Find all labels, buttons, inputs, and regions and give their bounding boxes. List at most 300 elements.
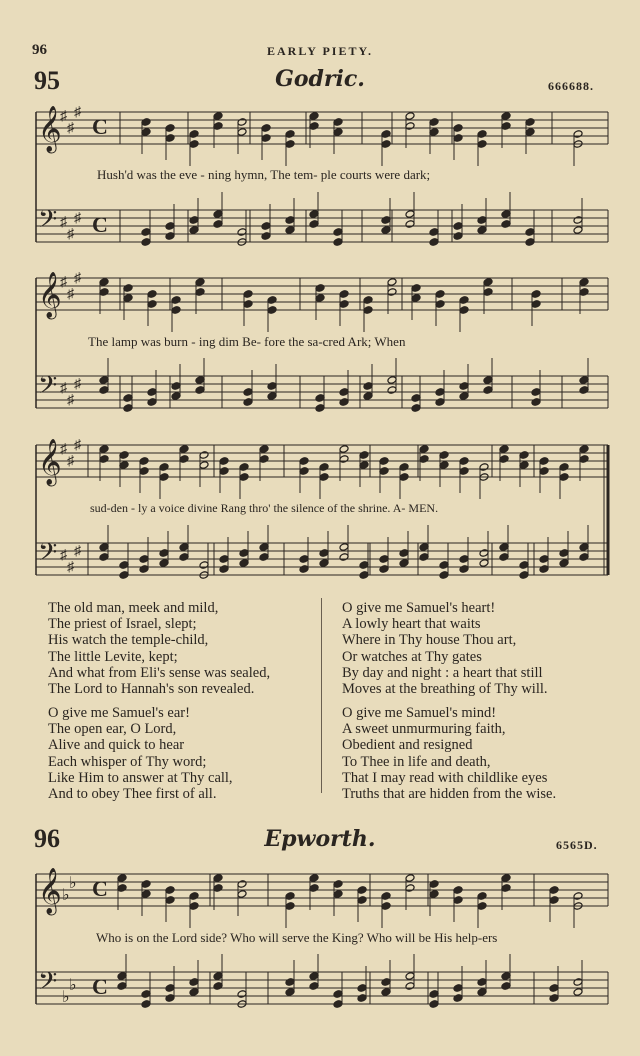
note-head bbox=[453, 994, 463, 1003]
note-head bbox=[165, 896, 175, 905]
note-head bbox=[239, 559, 249, 568]
note-head bbox=[99, 386, 109, 395]
note-head bbox=[405, 982, 415, 991]
note-head bbox=[411, 294, 421, 303]
note-head bbox=[189, 140, 199, 149]
note-head bbox=[477, 988, 487, 997]
note-head bbox=[453, 886, 463, 895]
note-head bbox=[501, 982, 511, 991]
page-number: 96 bbox=[32, 42, 47, 58]
note-head bbox=[459, 382, 469, 391]
note-head bbox=[285, 226, 295, 235]
note-head bbox=[499, 445, 509, 454]
note-head bbox=[479, 463, 489, 472]
note-head bbox=[399, 463, 409, 472]
note-head bbox=[171, 306, 181, 315]
note-head bbox=[579, 376, 589, 385]
note-head bbox=[219, 457, 229, 466]
note-head bbox=[501, 112, 511, 121]
sharp-sign: ♯ bbox=[60, 548, 67, 563]
note-head bbox=[99, 288, 109, 297]
note-head bbox=[237, 990, 247, 999]
note-head bbox=[213, 210, 223, 219]
note-head bbox=[579, 278, 589, 287]
note-head bbox=[267, 296, 277, 305]
note-head bbox=[333, 238, 343, 247]
sharp-sign: ♯ bbox=[67, 560, 74, 575]
note-head bbox=[399, 473, 409, 482]
note-head bbox=[165, 232, 175, 241]
sharp-sign: ♯ bbox=[60, 442, 67, 457]
note-head bbox=[453, 984, 463, 993]
note-head bbox=[501, 210, 511, 219]
note-head bbox=[411, 404, 421, 413]
note-head bbox=[261, 124, 271, 133]
hymn-96-number: 96 bbox=[34, 824, 60, 853]
note-head bbox=[165, 222, 175, 231]
treble-clef: 𝄞 bbox=[38, 106, 62, 152]
note-head bbox=[381, 216, 391, 225]
note-head bbox=[519, 561, 529, 570]
note-head bbox=[267, 306, 277, 315]
note-head bbox=[459, 296, 469, 305]
note-head bbox=[237, 128, 247, 137]
note-head bbox=[159, 559, 169, 568]
note-head bbox=[237, 228, 247, 237]
note-head bbox=[189, 130, 199, 139]
note-head bbox=[333, 890, 343, 899]
note-head bbox=[309, 112, 319, 121]
note-head bbox=[363, 296, 373, 305]
note-head bbox=[499, 455, 509, 464]
note-head bbox=[525, 128, 535, 137]
note-head bbox=[315, 294, 325, 303]
note-head bbox=[439, 461, 449, 470]
treble-clef: 𝄞 bbox=[38, 272, 62, 318]
note-head bbox=[99, 553, 109, 562]
note-head bbox=[381, 140, 391, 149]
hymn-96-meter: 6565D. bbox=[556, 838, 598, 852]
note-head bbox=[477, 130, 487, 139]
note-head bbox=[165, 134, 175, 143]
note-head bbox=[429, 990, 439, 999]
bass-clef: 𝄢 bbox=[38, 538, 58, 573]
note-head bbox=[477, 140, 487, 149]
note-head bbox=[363, 382, 373, 391]
note-head bbox=[309, 220, 319, 229]
note-head bbox=[267, 382, 277, 391]
note-head bbox=[549, 984, 559, 993]
note-head bbox=[315, 394, 325, 403]
note-head bbox=[381, 130, 391, 139]
note-head bbox=[195, 278, 205, 287]
note-head bbox=[411, 284, 421, 293]
note-head bbox=[333, 880, 343, 889]
sharp-sign: ♯ bbox=[60, 275, 67, 290]
note-head bbox=[525, 118, 535, 127]
sharp-sign: ♯ bbox=[74, 211, 81, 226]
note-head bbox=[419, 455, 429, 464]
verse-5: O give me Samuel's mind! A sweet unmurmuring faith, Obedient and resigned To Thee in life and death, That I may read with childlike eyes Truths that are hidden from the wise. bbox=[342, 705, 557, 803]
note-head bbox=[299, 457, 309, 466]
sharp-sign: ♯ bbox=[74, 438, 81, 453]
note-head bbox=[147, 300, 157, 309]
note-head bbox=[319, 463, 329, 472]
note-head bbox=[139, 555, 149, 564]
note-head bbox=[139, 457, 149, 466]
note-head bbox=[195, 376, 205, 385]
note-head bbox=[309, 210, 319, 219]
note-head bbox=[117, 982, 127, 991]
note-head bbox=[285, 892, 295, 901]
flat-sign: ♭ bbox=[62, 989, 70, 1006]
note-head bbox=[159, 463, 169, 472]
hymn-95-number: 95 bbox=[34, 66, 60, 95]
note-head bbox=[573, 978, 583, 987]
note-head bbox=[419, 543, 429, 552]
note-head bbox=[123, 284, 133, 293]
note-head bbox=[435, 398, 445, 407]
note-head bbox=[525, 228, 535, 237]
note-head bbox=[531, 290, 541, 299]
note-head bbox=[243, 398, 253, 407]
note-head bbox=[387, 278, 397, 287]
note-head bbox=[239, 463, 249, 472]
note-head bbox=[243, 388, 253, 397]
note-head bbox=[453, 124, 463, 133]
note-head bbox=[309, 874, 319, 883]
note-head bbox=[439, 571, 449, 580]
section-title: EARLY PIETY. bbox=[266, 44, 374, 58]
note-head bbox=[189, 988, 199, 997]
hymn-95-tune: Godric. bbox=[275, 66, 365, 92]
note-head bbox=[579, 386, 589, 395]
note-head bbox=[381, 978, 391, 987]
note-head bbox=[199, 451, 209, 460]
note-head bbox=[539, 457, 549, 466]
note-head bbox=[213, 982, 223, 991]
note-head bbox=[357, 886, 367, 895]
note-head bbox=[119, 561, 129, 570]
note-head bbox=[299, 467, 309, 476]
note-head bbox=[171, 382, 181, 391]
verse-2: The old man, meek and mild, The priest of Israel, slept; His watch the temple-child, The little Levite, kept; And what from Eli's sense was sealed, The Lord to Hannah's son revealed. bbox=[48, 600, 271, 698]
note-head bbox=[99, 455, 109, 464]
hymn-96-lyric-line-1: Who is on the Lord side? Who will serve the King? Who will be His help-ers bbox=[96, 930, 498, 945]
sharp-sign: ♯ bbox=[67, 121, 74, 136]
note-head bbox=[213, 972, 223, 981]
note-head bbox=[459, 565, 469, 574]
note-head bbox=[357, 994, 367, 1003]
note-head bbox=[459, 467, 469, 476]
note-head bbox=[285, 978, 295, 987]
note-head bbox=[483, 278, 493, 287]
note-head bbox=[237, 880, 247, 889]
note-head bbox=[165, 994, 175, 1003]
note-head bbox=[261, 222, 271, 231]
note-head bbox=[357, 896, 367, 905]
time-signature: C bbox=[92, 212, 108, 237]
note-head bbox=[333, 118, 343, 127]
note-head bbox=[333, 990, 343, 999]
note-head bbox=[285, 216, 295, 225]
note-head bbox=[579, 445, 589, 454]
note-head bbox=[189, 902, 199, 911]
note-head bbox=[531, 398, 541, 407]
note-head bbox=[405, 210, 415, 219]
note-head bbox=[579, 288, 589, 297]
note-head bbox=[501, 122, 511, 131]
note-head bbox=[141, 1000, 151, 1009]
bass-clef: 𝄢 bbox=[38, 371, 58, 406]
note-head bbox=[159, 473, 169, 482]
note-head bbox=[531, 300, 541, 309]
hymn-95-meter: 666688. bbox=[548, 79, 594, 93]
hymn-95-lyric-line-3: sud-den - ly a voice divine Rang thro' the silence of the shrine. A- MEN. bbox=[90, 501, 439, 515]
note-head bbox=[309, 982, 319, 991]
note-head bbox=[387, 288, 397, 297]
note-head bbox=[405, 884, 415, 893]
note-head bbox=[477, 226, 487, 235]
note-head bbox=[141, 890, 151, 899]
note-head bbox=[519, 451, 529, 460]
note-head bbox=[429, 1000, 439, 1009]
sharp-sign: ♯ bbox=[74, 105, 81, 120]
note-head bbox=[381, 226, 391, 235]
sharp-sign: ♯ bbox=[67, 227, 74, 242]
note-head bbox=[333, 228, 343, 237]
note-head bbox=[379, 467, 389, 476]
note-head bbox=[179, 543, 189, 552]
note-head bbox=[339, 455, 349, 464]
note-head bbox=[399, 549, 409, 558]
note-head bbox=[559, 559, 569, 568]
note-head bbox=[405, 112, 415, 121]
note-head bbox=[213, 874, 223, 883]
note-head bbox=[359, 461, 369, 470]
note-head bbox=[477, 902, 487, 911]
note-head bbox=[179, 445, 189, 454]
note-head bbox=[501, 220, 511, 229]
note-head bbox=[339, 553, 349, 562]
note-head bbox=[261, 232, 271, 241]
note-head bbox=[477, 978, 487, 987]
note-head bbox=[439, 561, 449, 570]
note-head bbox=[499, 553, 509, 562]
note-head bbox=[213, 122, 223, 131]
note-head bbox=[119, 571, 129, 580]
note-head bbox=[179, 553, 189, 562]
note-head bbox=[379, 565, 389, 574]
note-head bbox=[579, 455, 589, 464]
note-head bbox=[435, 388, 445, 397]
note-head bbox=[199, 561, 209, 570]
note-head bbox=[483, 288, 493, 297]
note-head bbox=[159, 549, 169, 558]
note-head bbox=[387, 386, 397, 395]
note-head bbox=[579, 543, 589, 552]
time-signature: C bbox=[92, 974, 108, 999]
note-head bbox=[309, 884, 319, 893]
note-head bbox=[179, 455, 189, 464]
note-head bbox=[453, 896, 463, 905]
note-head bbox=[363, 306, 373, 315]
note-head bbox=[199, 461, 209, 470]
note-head bbox=[499, 543, 509, 552]
note-head bbox=[559, 549, 569, 558]
note-head bbox=[99, 543, 109, 552]
note-head bbox=[459, 457, 469, 466]
note-head bbox=[435, 300, 445, 309]
note-head bbox=[453, 134, 463, 143]
note-head bbox=[339, 290, 349, 299]
note-head bbox=[195, 288, 205, 297]
note-head bbox=[429, 128, 439, 137]
note-head bbox=[117, 972, 127, 981]
sharp-sign: ♯ bbox=[67, 454, 74, 469]
note-head bbox=[399, 559, 409, 568]
note-head bbox=[141, 128, 151, 137]
note-head bbox=[359, 451, 369, 460]
note-head bbox=[147, 290, 157, 299]
note-head bbox=[219, 555, 229, 564]
note-head bbox=[549, 896, 559, 905]
note-head bbox=[453, 222, 463, 231]
flat-sign: ♭ bbox=[62, 887, 70, 904]
note-head bbox=[189, 892, 199, 901]
note-head bbox=[357, 984, 367, 993]
note-head bbox=[319, 473, 329, 482]
note-head bbox=[501, 884, 511, 893]
hymn-95-lyric-line-1: Hush'd was the eve - ning hymn, The tem- ple courts were dark; bbox=[97, 167, 431, 182]
note-head bbox=[359, 561, 369, 570]
note-head bbox=[123, 404, 133, 413]
note-head bbox=[189, 226, 199, 235]
note-head bbox=[549, 994, 559, 1003]
note-head bbox=[259, 553, 269, 562]
note-head bbox=[315, 284, 325, 293]
verse-4: O give me Samuel's heart! A lowly heart that waits Where in Thy house Thou art, Or watches at Thy gates By day and night : a heart that still Moves at the breathing of Thy will. bbox=[342, 600, 548, 698]
note-head bbox=[435, 290, 445, 299]
note-head bbox=[123, 294, 133, 303]
note-head bbox=[309, 122, 319, 131]
sharp-sign: ♯ bbox=[67, 393, 74, 408]
note-head bbox=[539, 467, 549, 476]
note-head bbox=[573, 988, 583, 997]
note-head bbox=[387, 376, 397, 385]
note-head bbox=[285, 140, 295, 149]
note-head bbox=[259, 543, 269, 552]
note-head bbox=[165, 124, 175, 133]
note-head bbox=[381, 902, 391, 911]
verse-divider bbox=[321, 598, 322, 793]
note-head bbox=[405, 220, 415, 229]
note-head bbox=[519, 571, 529, 580]
note-head bbox=[333, 1000, 343, 1009]
note-head bbox=[549, 886, 559, 895]
note-head bbox=[139, 565, 149, 574]
bass-clef: 𝄢 bbox=[38, 967, 58, 1002]
note-head bbox=[579, 553, 589, 562]
note-head bbox=[189, 216, 199, 225]
note-head bbox=[573, 226, 583, 235]
note-head bbox=[573, 130, 583, 139]
note-head bbox=[147, 388, 157, 397]
note-head bbox=[239, 549, 249, 558]
note-head bbox=[483, 386, 493, 395]
note-head bbox=[501, 874, 511, 883]
note-head bbox=[259, 455, 269, 464]
treble-clef: 𝄞 bbox=[38, 439, 62, 485]
note-head bbox=[117, 884, 127, 893]
note-head bbox=[381, 988, 391, 997]
note-head bbox=[237, 118, 247, 127]
note-head bbox=[99, 376, 109, 385]
note-head bbox=[379, 457, 389, 466]
note-head bbox=[171, 392, 181, 401]
note-head bbox=[419, 553, 429, 562]
note-head bbox=[165, 886, 175, 895]
hymn-96-tune: Epworth. bbox=[264, 826, 376, 852]
note-head bbox=[237, 890, 247, 899]
time-signature: C bbox=[92, 114, 108, 139]
sharp-sign: ♯ bbox=[60, 215, 67, 230]
note-head bbox=[339, 398, 349, 407]
note-head bbox=[309, 972, 319, 981]
note-head bbox=[243, 290, 253, 299]
sharp-sign: ♯ bbox=[60, 109, 67, 124]
note-head bbox=[139, 467, 149, 476]
note-head bbox=[141, 238, 151, 247]
note-head bbox=[459, 306, 469, 315]
note-head bbox=[213, 220, 223, 229]
note-head bbox=[189, 978, 199, 987]
note-head bbox=[339, 300, 349, 309]
note-head bbox=[363, 392, 373, 401]
note-head bbox=[213, 112, 223, 121]
note-head bbox=[539, 565, 549, 574]
note-head bbox=[285, 988, 295, 997]
note-head bbox=[439, 451, 449, 460]
note-head bbox=[539, 555, 549, 564]
note-head bbox=[333, 128, 343, 137]
note-head bbox=[141, 880, 151, 889]
note-head bbox=[141, 228, 151, 237]
note-head bbox=[171, 296, 181, 305]
note-head bbox=[299, 565, 309, 574]
note-head bbox=[483, 376, 493, 385]
note-head bbox=[213, 884, 223, 893]
sharp-sign: ♯ bbox=[74, 271, 81, 286]
note-head bbox=[453, 232, 463, 241]
note-head bbox=[315, 404, 325, 413]
note-head bbox=[429, 890, 439, 899]
note-head bbox=[339, 543, 349, 552]
note-head bbox=[573, 892, 583, 901]
note-head bbox=[379, 555, 389, 564]
note-head bbox=[285, 130, 295, 139]
note-head bbox=[573, 216, 583, 225]
note-head bbox=[525, 238, 535, 247]
note-head bbox=[299, 555, 309, 564]
note-head bbox=[319, 549, 329, 558]
note-head bbox=[531, 388, 541, 397]
note-head bbox=[429, 880, 439, 889]
note-head bbox=[429, 118, 439, 127]
note-head bbox=[559, 473, 569, 482]
note-head bbox=[319, 559, 329, 568]
note-head bbox=[429, 238, 439, 247]
